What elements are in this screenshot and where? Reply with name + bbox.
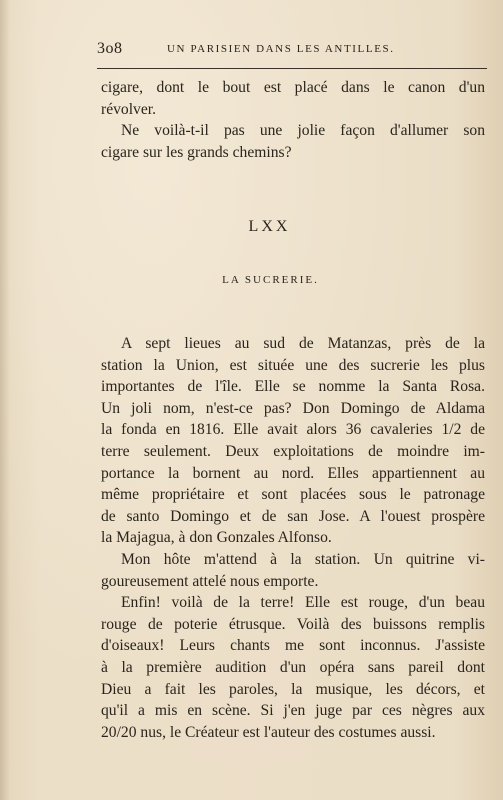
body-line: de santo Domingo et de san Jose. A l'ouest prospère [101,507,485,525]
body-line: même propriétaire et sont placées sous le patronage [101,486,485,504]
body-line: importantes de l'île. Elle se nomme la Santa Rosa. [101,378,485,396]
body-line: rouge de poterie étrusque. Voilà des buissons remplis [101,615,485,633]
body-line: Mon hôte m'attend à la station. Un quitrine vi- [121,550,485,568]
paragraph-line: cigare, dont le bout est placé dans le canon d'un [101,79,485,96]
body-line: la fonda en 1816. Elle avait alors 36 cavaleries 1/2 de [101,421,485,439]
body-line: à la première audition d'un opéra sans pareil dont [101,658,485,676]
body-line: station la Union, est située une des sucrerie les plus [101,356,485,374]
body-line: terre seulement. Deux exploitations de moindre im- [101,442,485,460]
body-line: Dieu a fait les paroles, la musique, les décors, et [101,680,485,698]
body-line: 20/20 nus, le Créateur est l'auteur des costumes aussi. [101,723,436,741]
body-line: Un joli nom, n'est-ce pas? Don Domingo de Aldama [101,399,485,417]
body-line: d'oiseaux! Leurs chants me sont inconnus. J'assiste [101,637,485,655]
page-number: 3o8 [97,40,123,57]
chapter-body [101,333,485,743]
chapter-number: LXX [248,218,291,235]
previous-chapter-ending [101,77,485,163]
body-line: portance la bornent au nord. Elles appartiennent au [101,464,485,482]
body-line: qu'il a mis en scène. Si j'en juge par ces nègres aux [101,702,485,720]
body-line: Enfin! voilà de la terre! Elle est rouge, d'un beau [121,594,485,612]
body-line: goureusement attelé nous emporte. [101,572,319,590]
paragraph-line: cigare sur les grands chemins? [101,143,292,161]
body-line: A sept lieues au sud de Matanzas, près de la [121,335,485,352]
running-head: UN PARISIEN DANS LES ANTILLES. [167,43,395,55]
page-binding-shadow [0,0,10,800]
paragraph-line: révolver. [101,100,156,118]
chapter-title: LA SUCRERIE. [222,274,319,286]
body-line: la Majagua, à don Gonzales Alfonso. [101,529,332,547]
paragraph-line: Ne voilà-t-il pas une jolie façon d'allumer son [121,122,485,140]
page-header [97,40,487,60]
header-rule [97,68,487,69]
